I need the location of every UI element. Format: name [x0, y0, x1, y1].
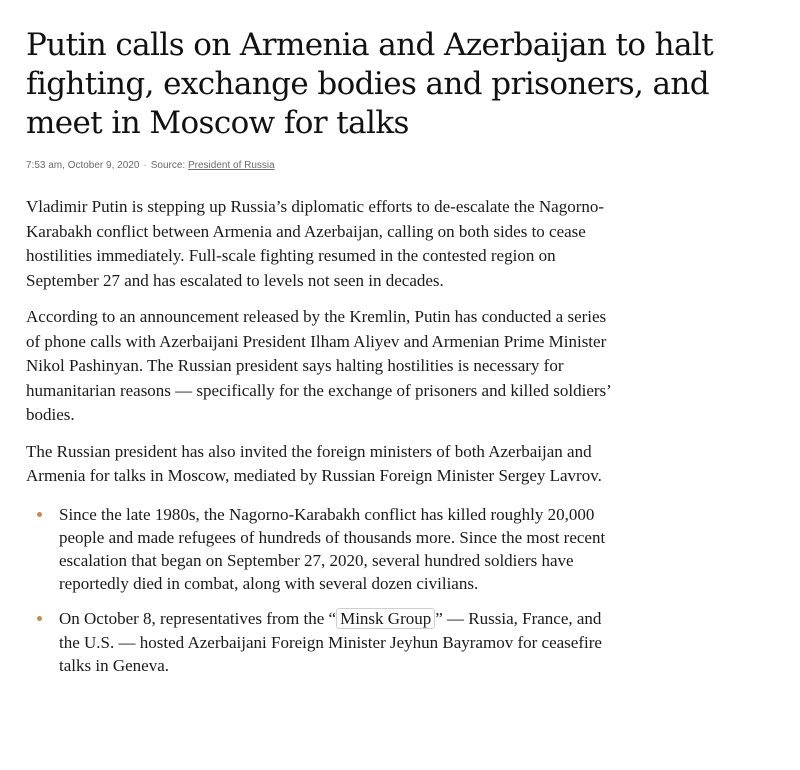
bullet-item-2 [26, 607, 606, 677]
bullet-text-1: Since the late 1980s, the Nagorno-Karabakh conflict has killed roughly 20,000 people and made refugees of hundreds of thousands more. Since the most recent escalation that began on September 27, 2020, several hundred soldiers have reportedly died in combat, along with several dozen civilians. [59, 504, 606, 594]
article-meta [26, 159, 786, 173]
article [26, 26, 786, 689]
article-body [26, 195, 611, 677]
bullet-item-1 [26, 503, 606, 596]
paragraph-1: Vladimir Putin is stepping up Russia’s diplomatic efforts to de-escalate the Nagorno-Karabakh conflict between Armenia and Azerbaijan, calling on both sides to cease hostilities immediately. Full-scale fighting resumed in the contested region on September 27 and has escalated to levels not seen in decades. [26, 197, 605, 290]
source-label: Source: [150, 160, 186, 171]
bullet-text-2-before: On October 8, representatives from the “ [59, 609, 337, 629]
paragraph-2: According to an announcement released by the Kremlin, Putin has conducted a series of phone calls with Azerbaijani President Ilham Aliyev and Armenian Prime Minister Nikol Pashinyan. The Russian president says halting hostilities is necessary for humanitarian reasons — specifically for the exchange of prisoners and killed soldiers’ bodies. [26, 307, 611, 424]
article-headline: Putin calls on Armenia and Azerbaijan to halt fighting, exchange bodies and prisoners, and meet in Moscow for talks [26, 27, 714, 141]
bullet-text-2-after: ” — Russia, France, and the U.S. — hosted Azerbaijani Foreign Minister Jeyhun Bayramov for ceasefire talks in Geneva. [59, 609, 602, 675]
paragraph-3: The Russian president has also invited the foreign ministers of both Azerbaijan and Armenia for talks in Moscow, mediated by Russian Foreign Minister Sergey Lavrov. [26, 441, 602, 485]
bullet-dot-icon [37, 616, 42, 621]
bullet-dot-icon [37, 512, 42, 517]
minsk-group-link[interactable]: Minsk Group [336, 608, 435, 629]
meta-separator: · [143, 160, 147, 171]
source-link[interactable]: President of Russia [188, 160, 275, 171]
bullet-list [26, 503, 606, 677]
publish-timestamp: 7:53 am, October 9, 2020 [26, 160, 140, 171]
